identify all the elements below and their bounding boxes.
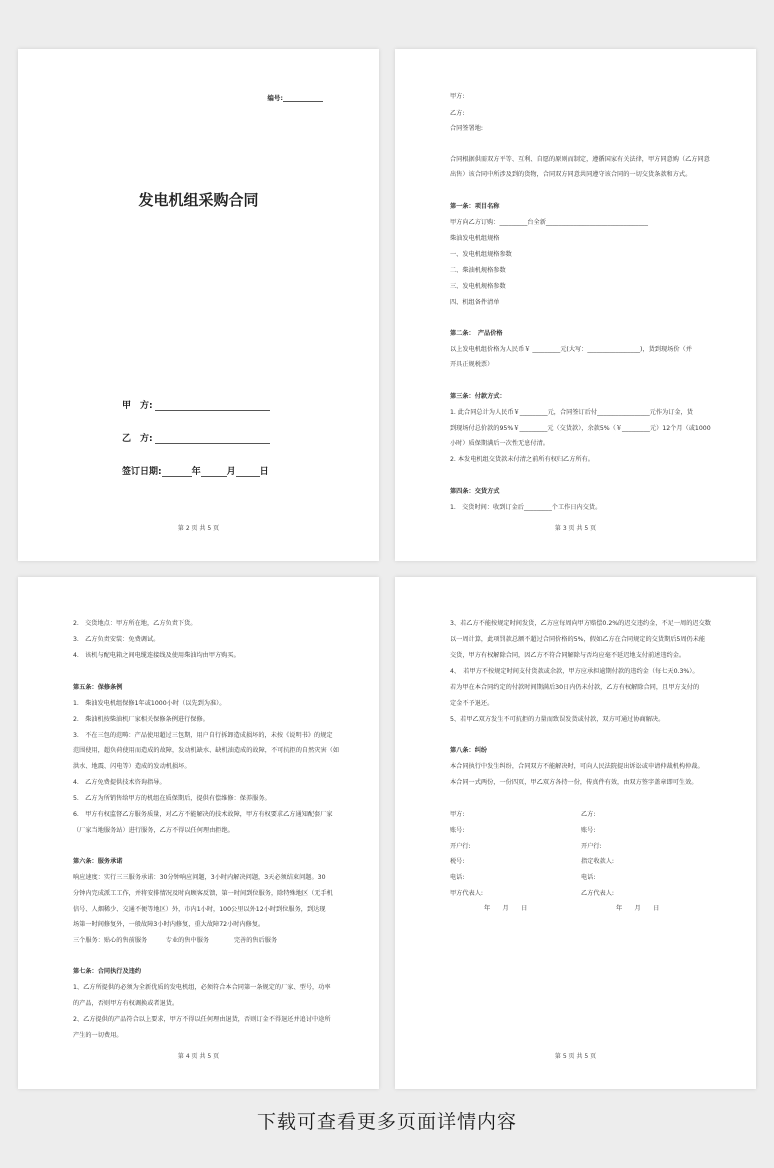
sign-label: 指定收款人:: [581, 858, 615, 865]
month-line: [201, 468, 227, 477]
party-a-label: 甲 方:: [122, 401, 153, 411]
year-line: [162, 468, 192, 477]
section-heading: 第四条：交货方式: [450, 488, 500, 495]
text-line: 若为甲在本合同约定的付款时间期满后30日内仍未付款，乙方有权解除合同，且甲方支付的: [450, 684, 700, 691]
sign-label: 开户行:: [450, 843, 471, 850]
download-caption: 下载可查看更多页面详情内容: [256, 1111, 517, 1133]
section-heading: 第七条：合同执行及违约: [73, 968, 142, 975]
text-line: 甲方:: [450, 93, 465, 100]
text-line: 四、机组备件清单: [450, 299, 500, 306]
page-number: 第 2 页 共 5 页: [177, 525, 220, 532]
party-b-field: [122, 431, 270, 444]
text-line: 6. 甲方有权监督乙方服务质量，对乙方不能解决的技术故障，甲方有权要求乙方通知配套厂家: [73, 811, 333, 818]
text-line: 开具正规税票）: [450, 361, 494, 368]
text-line: 1. 交货时间：收到订金后_________个工作日内交货。: [450, 504, 602, 511]
text-line: 合同根据供需双方平等、互利、自愿的原则而制定，遵循国家有关法律，甲方同意购（乙方同意: [450, 156, 710, 163]
cover-page: [18, 49, 379, 561]
text-line: 3、若乙方不能按规定时间发货，乙方应每周向甲方赔偿0.2%的迟交违约金，不足一周的迟交数: [450, 620, 711, 627]
sign-label: 税号:: [450, 858, 465, 865]
text-line: 到现场付总价款的95%￥_________元（交货款），余款5%（￥_________元）12个月（或1000: [450, 425, 711, 432]
sign-date-left: 年 月 日: [484, 905, 528, 912]
section-heading: 第三条：付款方式：: [450, 393, 506, 400]
day-label: 日: [259, 467, 269, 477]
text-line: 乙方:: [450, 110, 465, 117]
text-line: 以上发电机组价格为人民币￥ _________元(大写：_________________)，货到现场价（并: [450, 346, 692, 353]
text-line: 合同签署地:: [450, 125, 484, 132]
contract-number-label: 编号:: [267, 94, 283, 102]
page-number: 第 3 页 共 5 页: [554, 525, 597, 532]
text-line: （厂家当地服务站）进行服务，乙方不得以任何理由拒绝。: [73, 827, 234, 834]
sign-date-right: 年 月 日: [616, 905, 660, 912]
text-line: 信号、人烟稀少、交通不便等地区）外，市内1小时，100公里以外12小时到位服务，到达现: [73, 906, 326, 913]
contract-number-field: [267, 93, 323, 102]
sign-label: 乙方代表人:: [581, 890, 615, 897]
sign-label: 开户行:: [581, 843, 602, 850]
text-line: 5. 乙方为所销售给甲方的机组在质保期后，提供有偿维修：保养服务。: [73, 795, 271, 802]
text-line: 的产品，否则甲方有权调换或者退货。: [73, 1000, 179, 1007]
text-line: 二、柴油机规格参数: [450, 267, 506, 274]
text-line: 柴油发电机组规格: [450, 235, 500, 242]
section-heading: 第八条：纠纷: [450, 747, 488, 754]
text-line: 3. 乙方负责安装：免费调试。: [73, 636, 160, 643]
text-line: 4. 乙方免费提供技术咨询指导。: [73, 779, 166, 786]
sign-label: 甲方代表人:: [450, 890, 484, 897]
text-line: 响应速度：实行三三服务承诺：30分钟响应问题，3小时内解决问题，3天必须结束问题。30: [73, 874, 326, 881]
sign-label: 账号:: [450, 827, 465, 834]
text-line: 4、 若甲方不按规定时间支付货款或余款，甲方应承担逾期付款的违约金（每七天0.3%）。: [450, 668, 699, 675]
text-line: 范围使用，超负荷使用而造成的故障，发动机缺水、缺机油造成的故障，不可抗拒的自然灾害（如: [73, 747, 340, 754]
sign-label: 乙方:: [581, 811, 596, 818]
contract-page-3: [18, 577, 379, 1089]
text-line: 1. 此合同总计为人民币￥_________元，合同签订后付_________________元作为订金，货: [450, 409, 693, 416]
page-number: 第 5 页 共 5 页: [554, 1053, 597, 1060]
text-line: 本合同执行中发生纠纷，合同双方不能解决时，可向人民法院提出诉讼或申请仲裁机构仲裁。: [450, 763, 704, 770]
year-label: 年: [191, 467, 201, 477]
contract-page-2: [395, 49, 756, 561]
text-line: 5、若甲乙双方发生不可抗拒的力量而致误发货或付款，双方可通过协商解决。: [450, 716, 665, 723]
text-line: 场第一时间修复外，一般故障3小时内修复，重大故障72小时内修复。: [73, 921, 265, 928]
sign-date-label: 签订日期:: [122, 467, 162, 477]
sign-label: 电话:: [450, 874, 465, 881]
text-line: 小时）质保期满后一次性无息付清。: [450, 440, 549, 447]
text-line: 以一周计算，此项罚款总额不超过合同价格的5%，假如乙方在合同规定的交货期后5周仍未能: [450, 636, 706, 643]
text-line: 出售）该合同中所涉及到的货物，合同双方同意共同遵守该合同的一切交货条款和方式。: [450, 171, 692, 178]
sign-date-field: [122, 464, 269, 477]
sign-label: 甲方:: [450, 811, 465, 818]
text-line: 本合同一式两份，一份四页，甲乙双方各持一份，传真件有效，由双方签字盖章即可生效。: [450, 779, 698, 786]
text-line: 定金不予退还。: [450, 700, 494, 707]
text-line: 交货，甲方有权解除合同，因乙方不符合同解除与否均应毫不延迟地支付前述违约金。: [450, 652, 686, 659]
party-a-field: [122, 398, 270, 411]
text-line: 洪水、地震、闪电等）造成的发动机损坏。: [73, 763, 191, 770]
text-line: 3. 不在三包的范畴：产品使用超过三包期，用户自行拆卸造成损坏的，未按《说明书》的规定: [73, 732, 333, 739]
text-line: 2. 本发电机组交货款未付清之前所有权归乙方所有。: [450, 456, 594, 463]
section-heading: 第五条：保修条例: [73, 684, 123, 691]
text-line: 三、发电机规格参数: [450, 283, 506, 290]
section-heading: 第二条： 产品价格: [450, 330, 503, 337]
text-line: 产生的一切费用。: [73, 1032, 123, 1039]
text-line: 甲方向乙方订购：_________台全新_________________________________: [450, 219, 648, 226]
text-line: 一、发电机组规格参数: [450, 251, 512, 258]
sign-label: 电话:: [581, 874, 596, 881]
text-line: 1、乙方所提供的必须为全新优质的发电机组，必须符合本合同第一条规定的厂家、型号，功率: [73, 984, 331, 991]
month-label: 月: [226, 467, 236, 477]
text-line: 2、乙方提供的产品符合以上要求，甲方不得以任何理由退货，否则订金不得退还并追讨中途所: [73, 1016, 331, 1023]
contract-title: 发电机组采购合同: [138, 191, 259, 209]
text-line: 三个服务：贴心的售前服务 专业的售中服务 完善的售后服务: [73, 937, 278, 944]
party-b-label: 乙 方:: [122, 434, 153, 444]
text-line: 4. 该机与配电箱之间电缆连接线及使用柴油均由甲方购买。: [73, 652, 240, 659]
sign-label: 账号:: [581, 827, 596, 834]
section-heading: 第六条：服务承诺: [73, 858, 123, 865]
contract-number-line: [283, 93, 323, 102]
text-line: 2. 交货地点：甲方所在地，乙方负责下货。: [73, 620, 197, 627]
party-a-line: [155, 402, 270, 411]
text-line: 1. 柴油发电机组保修1年或1000小时（以先到为准）。: [73, 700, 226, 707]
party-b-line: [155, 435, 270, 444]
contract-page-4: [395, 577, 756, 1089]
text-line: 2. 柴油机按柴油机厂家相关保修条例进行保修。: [73, 716, 209, 723]
text-line: 分钟内完成派工工作，并将安排情况及时向顾客反馈，第一时间到位服务，除特殊地区（无手机: [73, 890, 333, 897]
day-line: [236, 468, 260, 477]
section-heading: 第一条：项目名称: [450, 203, 500, 210]
page-number: 第 4 页 共 5 页: [177, 1053, 220, 1060]
